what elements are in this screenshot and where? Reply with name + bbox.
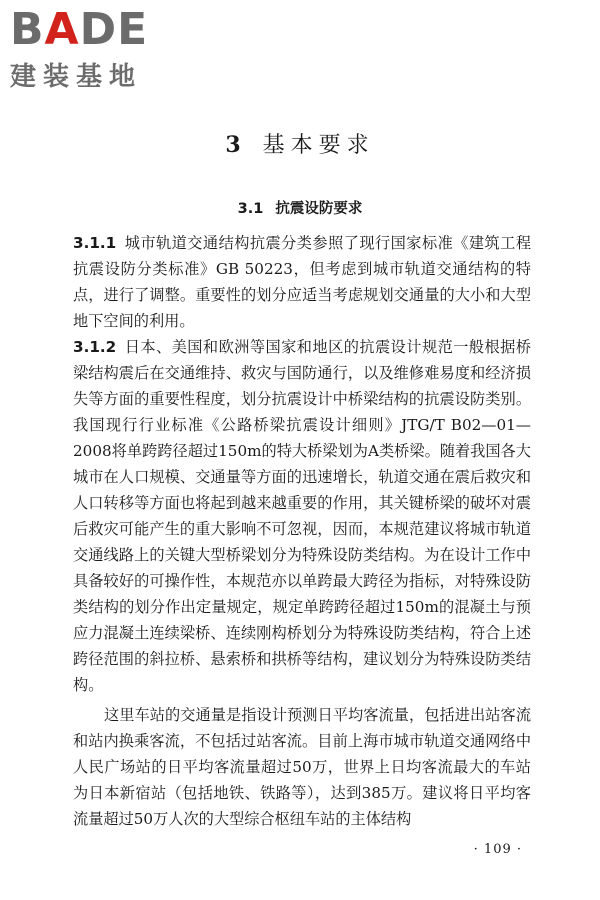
clause-number: 3.1.1 (73, 234, 117, 252)
body-text (73, 230, 531, 832)
clause-text: 城市轨道交通结构抗震分类参照了现行国家标准《建筑工程抗震设防分类标准》GB 50223，但考虑到城市轨道交通结构的特点，进行了调整。重要性的划分应适当考虑规划交通量的大小和大型地下空间的利用。 (73, 234, 531, 330)
chapter-title-text: 基本要求 (262, 133, 375, 158)
page-number: · 109 · (473, 842, 522, 857)
clause-number: 3.1.2 (73, 338, 117, 356)
section-title (0, 197, 600, 218)
logo-letter-a-accent: A (44, 4, 80, 55)
logo (10, 4, 180, 98)
logo-letter-b: B (10, 4, 45, 55)
chapter-number: 3 (225, 132, 247, 158)
logo-subtitle: 建装基地 (10, 62, 143, 92)
logo-wordmark (10, 4, 180, 55)
section-number: 3.1 (237, 201, 264, 217)
chapter-title (0, 128, 600, 159)
section-title-text: 抗震设防要求 (275, 201, 363, 217)
clause-3-1-1 (73, 230, 531, 334)
clause-text: 日本、美国和欧洲等国家和地区的抗震设计规范一般根据桥梁结构震后在交通维持、救灾与国防通行，以及维修难易度和经济损失等方面的重要性程度，划分抗震设计中桥梁结构的抗震设防类别。我国现行行业标准《公路桥梁抗震设计细则》JTG/T B02—01—2008将单跨跨径超过150m的特大桥梁划为A类桥梁。随着我国各大城市在人口规模、交通量等方面的迅速增长，轨道交通在震后救灾和人口转移等方面也将起到越来越重要的作用，其关键桥梁的破坏对震后救灾可能产生的重大影响不可忽视，因而，本规范建议将城市轨道交通线路上的关键大型桥梁划分为特殊设防类结构。为在设计工作中具备较好的可操作性，本规范亦以单跨最大跨径为指标，对特殊设防类结构的划分作出定量规定，规定单跨跨径超过150m的混凝土与预应力混凝土连续梁桥、连续刚构桥划分为特殊设防类结构，符合上述跨径范围的斜拉桥、悬索桥和拱桥等结构，建议划分为特殊设防类结构。 (73, 338, 531, 694)
logo-letters-de: DE (79, 4, 149, 55)
clause-3-1-2 (73, 334, 531, 698)
paragraph-continuation: 这里车站的交通量是指设计预测日平均客流量，包括进出站客流和站内换乘客流，不包括过站客流。目前上海市城市轨道交通网络中人民广场站的日平均客流量超过50万，世界上日均客流最大的车站为日本新宿站（包括地铁、铁路等），达到385万。建议将日平均客流量超过50万人次的大型综合枢纽车站的主体结构 (73, 706, 531, 828)
